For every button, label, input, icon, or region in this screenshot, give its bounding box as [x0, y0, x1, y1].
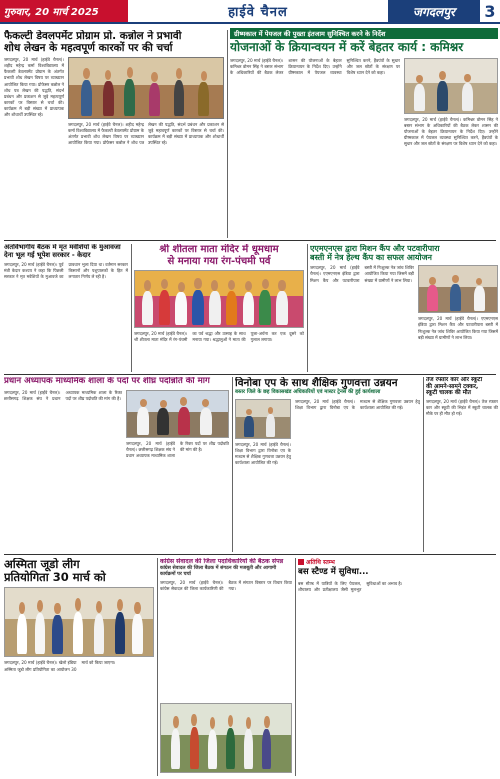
story-vinoba-body: जगदलपुर, 20 मार्च (हाईवे चैनल)। शिक्षा विभाग द्वारा विनोबा एप के माध्यम से शैक्षिक गुणवत्ता उन्नयन हेतु कार्यशाला आयोजित की गई। [295, 399, 420, 411]
story-cattle-body: जगदलपुर, 20 मार्च (हाईवे चैनल)। पूर्व मंत्री केदार कश्यप ने कहा कि पिछली सरकार ने मृत मवेशियों के मुआवजे का प्रावधान भुला दिया था। वर्तमान सरकार किसानों और पशुपालकों के हित में लगातार निर्णय ले रही है। [4, 261, 128, 279]
story-guest-column [298, 558, 498, 776]
eye-camp-photo [418, 265, 498, 313]
teacher-association-photo [126, 390, 229, 438]
story-faculty-headline-1: फैकल्टी डेवलपमेंट प्रोग्राम प्रो. कन्नोल ने प्रभावी [4, 30, 182, 42]
story-sheetla-mata [134, 244, 304, 372]
story-accident-body: जगदलपुर, 20 मार्च (हाईवे चैनल)। तेज रफ्तार कार और स्कूटी की भिड़ंत में स्कूटी चालक की मौके पर ही मौत हो गई। [426, 398, 498, 417]
story-amns-headline-2: बस्ती में नेत्र हेल्थ कैंप का सफल आयोजन [310, 253, 432, 263]
story-cattle-compensation [4, 244, 128, 372]
story-vinoba-app [235, 377, 420, 552]
guest-column-label: अतिथि स्तम्भ [306, 559, 335, 566]
story-judo-headline-2: प्रतियोगिता 30 मार्च को [4, 570, 106, 585]
story-commissioner [230, 28, 498, 238]
masthead-section: हाईवे चैनल [228, 5, 288, 20]
story-accident-headline-3: स्कूटी चालक की मौत [426, 390, 471, 397]
story-accident-headline-2: की आमने-सामने टक्कर, [426, 383, 479, 390]
story-judo-body: जगदलपुर, 20 मार्च (हाईवे चैनल)। खेलो इंडिया अस्मिता जूडो लीग प्रतियोगिता का आयोजन 30 मार्च को किया जाएगा। [4, 660, 116, 672]
story-faculty-body-cont: जगदलपुर, 20 मार्च (हाईवे चैनल)। शहीद महेन्द्र कर्मा विश्वविद्यालय में फैकल्टी डेवलपमेंट प्रोग्राम के अंतर्गत प्रभावी शोध लेखन विषय पर व्याख्यान आयोजित किया गया। प्रोफेसर कन्नोल ने शोध पत्र लेखन की पद्धति, संदर्भ प्रबंधन और प्रकाशन से जुड़े महत्वपूर्ण कारकों पर विस्तार से चर्चा की। कार्यक्रम में बड़ी संख्या में प्राध्यापक और शोधार्थी उपस्थित रहे। [68, 122, 224, 146]
story-cattle-headline-1: अंतर्विभागीय बैठक में मृत मवेशियों के मुआवजा [4, 244, 121, 251]
story-faculty-body: जगदलपुर, 20 मार्च (हाईवे चैनल)। शहीद महेन्द्र कर्मा विश्वविद्यालय में फैकल्टी डेवलपमेंट प्रोग्राम के अंतर्गत प्रभावी शोध लेखन विषय पर व्याख्यान आयोजित किया गया। प्रोफेसर कन्नोल ने शोध पत्र लेखन की पद्धति, संदर्भ प्रबंधन और प्रकाशन से जुड़े महत्वपूर्ण कारकों पर विस्तार से चर्चा की। कार्यक्रम में बड़ी संख्या में प्राध्यापक और शोधार्थी उपस्थित रहे। [4, 57, 64, 117]
story-faculty-development [4, 30, 224, 238]
judo-league-photo [4, 587, 154, 657]
story-judo-league [4, 558, 154, 776]
story-promotion-demand [4, 377, 229, 552]
faculty-program-photo [68, 57, 224, 119]
story-amns-eye-camp [310, 244, 498, 372]
story-sevadal-headline: कांग्रेस सेवादल की जिला पदाधिकारियों की बैठक संपन्न [160, 558, 284, 565]
story-commissioner-top-label: ग्रीष्मकाल में पेयजल की पुख्ता इंतजाम सुनिश्चित करने के निर्देश [230, 28, 498, 39]
story-amns-body: जगदलपुर, 20 मार्च (हाईवे चैनल)। एएमएनएस इंडिया द्वारा मिशन कैंप और पटवारीपारा बस्ती में निःशुल्क नेत्र जांच शिविर आयोजित किया गया जिसमें बड़ी संख्या में ग्रामीणों ने लाभ लिया। [310, 265, 414, 283]
story-promotion-headline: प्रधान अध्यापक माध्यमिक शाला के पदों पर शीघ्र पदोन्नति की मांग [4, 377, 210, 386]
story-promotion-body-cont: जगदलपुर, 20 मार्च (हाईवे चैनल)। छत्तीसगढ़ शिक्षक संघ ने प्रधान अध्यापक माध्यमिक शाला के रिक्त पदों पर शीघ्र पदोन्नति की मांग की है। [126, 440, 229, 459]
story-accident-headline-1: तेज रफ्तार कार और स्कूटी [426, 377, 483, 383]
story-road-accident [426, 377, 498, 552]
sheetla-festival-photo [134, 270, 304, 328]
masthead-date: गुरुवार, 20 मार्च 2025 [0, 0, 128, 22]
story-commissioner-headline: योजनाओं के क्रियान्वयन में करें बेहतर कार्य : कमिश्नर [230, 40, 464, 54]
story-sevadal-subhead: कांग्रेस सेवादल की जिला बैठक में संगठन की मजबूती और आगामी कार्यक्रमों पर चर्चा [160, 566, 277, 577]
story-vinoba-subhead: बस्तर जिले के छह विकासखंड अधिकारियों एवं मास्टर ट्रेनर्स की हुई कार्यशाला [235, 389, 381, 396]
story-promotion-body: जगदलपुर, 20 मार्च (हाईवे चैनल)। छत्तीसगढ़ शिक्षक संघ ने प्रधान अध्यापक माध्यमिक शाला के रिक्त पदों पर शीघ्र पदोन्नति की मांग की है। [4, 389, 122, 401]
story-sheetla-headline-2: से मनाया गया रंग-पंचमी पर्व [167, 255, 271, 267]
commissioner-meeting-photo [404, 58, 498, 114]
story-commissioner-body-cont: जगदलपुर, 20 मार्च (हाईवे चैनल)। कमिश्नर डोमन सिंह ने बस्तर संभाग के अधिकारियों की बैठक लेकर शासन की योजनाओं के बेहतर क्रियान्वयन के निर्देश दिए। उन्होंने ग्रीष्मकाल में पेयजल व्यवस्था सुनिश्चित करने, हैंडपंपों के सुधार और जल स्रोतों के संरक्षण पर विशेष ध्यान देने को कहा। [404, 116, 498, 147]
guest-column-marker-icon [298, 559, 304, 565]
story-sheetla-body: जगदलपुर, 20 मार्च (हाईवे चैनल)। श्री शीतला माता मंदिर में रंग-पंचमी का पर्व श्रद्धा और उत्साह के साथ मनाया गया। श्रद्धालुओं ने माता की पूजा-अर्चना कर एक दूसरे को गुलाल लगाया। [134, 331, 304, 343]
story-faculty-headline-2: शोध लेखन के महत्वपूर्ण कारकों पर की चर्चा [4, 42, 173, 55]
vinoba-workshop-photo [235, 399, 291, 439]
masthead-page-number: 3 [480, 0, 500, 22]
sevadal-meeting-photo [160, 703, 292, 773]
masthead [0, 0, 500, 24]
story-commissioner-body: जगदलपुर, 20 मार्च (हाईवे चैनल)। कमिश्नर डोमन सिंह ने बस्तर संभाग के अधिकारियों की बैठक लेकर शासन की योजनाओं के बेहतर क्रियान्वयन के निर्देश दिए। उन्होंने ग्रीष्मकाल में पेयजल व्यवस्था सुनिश्चित करने, हैंडपंपों के सुधार और जल स्रोतों के संरक्षण पर विशेष ध्यान देने को कहा। [230, 57, 400, 75]
story-vinoba-headline: विनोबा एप के साथ शैक्षिक गुणवत्ता उन्नयन [235, 377, 398, 389]
story-congress-sevadal [160, 558, 292, 776]
story-sheetla-headline-1: श्री शीतला माता मंदिर में धूमधाम [159, 244, 279, 255]
guest-column-headline: बस स्टैण्ड में सुविधा... [298, 567, 369, 577]
story-vinoba-body-left: जगदलपुर, 20 मार्च (हाईवे चैनल)। शिक्षा विभाग द्वारा विनोबा एप के माध्यम से शैक्षिक गुणवत्ता उन्नयन हेतु कार्यशाला आयोजित की गई। [235, 442, 291, 466]
story-judo-headline-1: अस्मिता जूडो लीग [4, 558, 80, 571]
masthead-city: जगदलपुर [388, 0, 480, 22]
story-amns-body-cont: जगदलपुर, 20 मार्च (हाईवे चैनल)। एएमएनएस इंडिया द्वारा मिशन कैंप और पटवारीपारा बस्ती में निःशुल्क नेत्र जांच शिविर आयोजित किया गया जिसमें बड़ी संख्या में ग्रामीणों ने लाभ लिया। [418, 316, 498, 340]
guest-column-body: बस स्टैण्ड में यात्रियों के लिए पेयजल, शौचालय और प्रतीक्षालय जैसी मूलभूत सुविधाओं का अभाव है। [298, 580, 403, 592]
story-amns-headline-1: एएमएनएस द्वारा मिशन कैंप और पटवारीपारा [310, 244, 440, 253]
story-sevadal-body: जगदलपुर, 20 मार्च (हाईवे चैनल)। कांग्रेस सेवादल की जिला कार्यकारिणी की बैठक में संगठन विस्तार पर विचार किया गया। [160, 580, 292, 592]
story-cattle-headline-2: देना भूल गई भूपेश सरकार - केदार [4, 250, 91, 259]
